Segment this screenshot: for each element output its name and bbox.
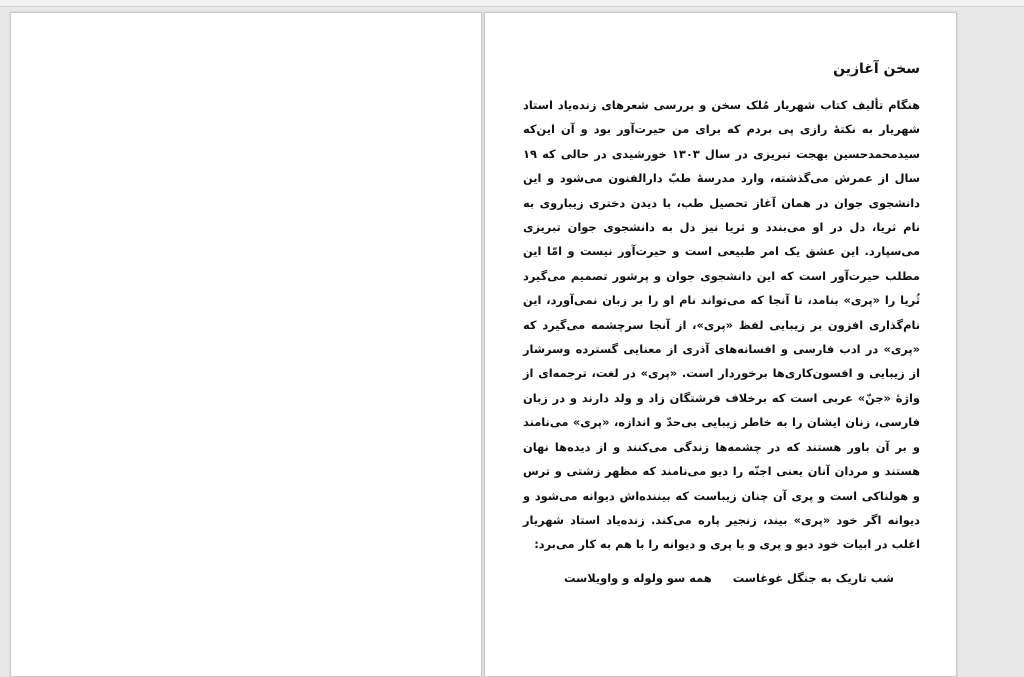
page-content xyxy=(523,61,920,585)
toolbar-strip xyxy=(0,0,1024,7)
blank-page xyxy=(10,12,482,677)
page-heading: سخن آغازین xyxy=(833,61,920,77)
verse-hemistich-2: همه سو ولوله و واویلاست xyxy=(564,570,712,585)
document-page xyxy=(484,12,957,677)
verse-hemistich-1: شب تاریک به جنگل غوغاست xyxy=(732,570,894,585)
poem-verse xyxy=(564,571,894,585)
body-paragraph: هنگام تألیف کتاب شهریار مُلک سخن و بررسی شعرهای زنده‌یاد استاد شهریار به نکتهٔ رازی پی بردم که برای من حیرت‌آور بود و آن این‌که سیدمحمدحسین بهجت تبریزی در سال ۱۳۰۳ خورشیدی در حالی که ۱۹ سال از عمرش می‌گذشته، وارد مدرسهٔ طبّ دارالفنون می‌شود و این دانشجوی جوان در همان آغاز تحصیل طب، با دیدن دختری زیباروی به نام ثریا، دل در او می‌بندد و ثریا نیز دل به دانشجوی جوان تبریزی می‌سپارد. این عشق یک امر طبیعی است و حیرت‌آور نیست و امّا این مطلب حیرت‌آور است که این دانشجوی جوان و پرشور تصمیم می‌گیرد ثُریا را «پری» بنامد، تا آنجا که می‌تواند نام او را بر زبان نمی‌آورد، این نام‌گذاری افزون بر زیبایی لفظ «پری»، از آنجا سرچشمه می‌گیرد که «پری» در ادب فارسی و افسانه‌های آذری از معنایی گسترده وسرشار از زیبایی و افسون‌کاری‌ها برخوردار است. «پری» در لغت، ترجمه‌ای از واژهٔ «جنّ» عربی است که برخلاف فرشتگان زاد و ولد دارند و در زبان فارسی، زنان ایشان را به خاطر زیبایی بی‌حدّ و اندازه، «پری» می‌نامند و بر آن باور هستند که در چشمه‌ها زندگی می‌کنند و از دیده‌ها نهان هستند و مردان آنان یعنی اجنّه را دیو می‌نامند که مظهر زشتی و ترس و هولناکی است و پری آن چنان زیباست که بیننده‌اش دیوانه می‌شود و دیوانه اگر خود «پری» بیند، زنجیر پاره می‌کند. زنده‌یاد استاد شهریار اغلب در ابیات خود دیو و پری و یا پری و دیوانه را با هم به کار می‌برد: xyxy=(523,98,920,552)
